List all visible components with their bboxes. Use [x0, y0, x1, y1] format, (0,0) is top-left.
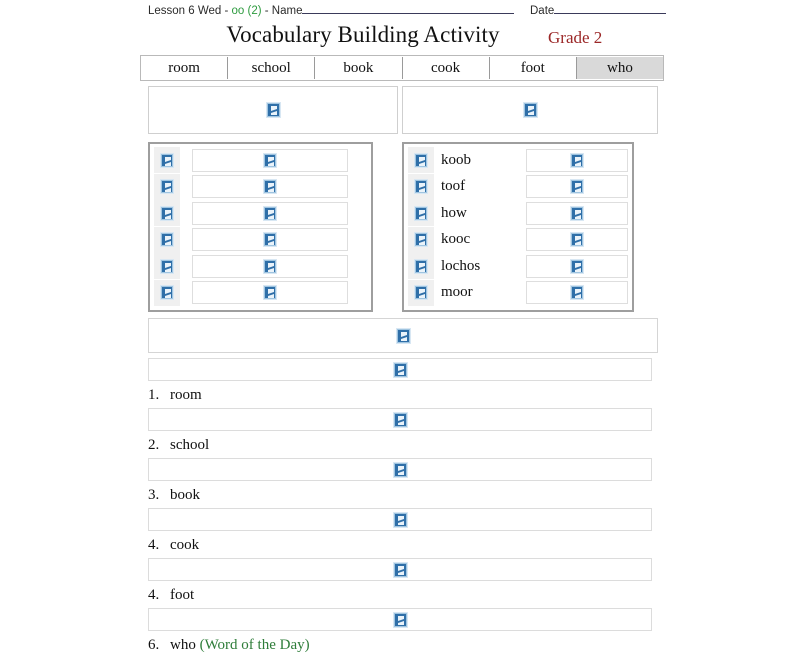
broken-image-icon [397, 329, 410, 343]
broken-image-icon [394, 613, 407, 627]
broken-image-icon [571, 286, 583, 299]
lesson-focus: oo (2) [231, 5, 262, 17]
list-item-1 [148, 384, 652, 407]
broken-image-icon [161, 260, 173, 273]
broken-image-icon [161, 154, 173, 167]
row-icon-button[interactable] [408, 227, 434, 253]
broken-image-icon [571, 260, 583, 273]
list-item-3 [148, 484, 652, 507]
broken-image-icon [161, 233, 173, 246]
broken-image-icon [415, 286, 427, 299]
row-answer-box[interactable] [192, 255, 348, 278]
scrambled-word-how: how [441, 204, 467, 221]
left-panel-row [154, 200, 367, 227]
date-blank-line[interactable] [554, 2, 666, 14]
broken-image-icon [264, 286, 276, 299]
row-icon-button[interactable] [154, 174, 180, 200]
page-title: Vocabulary Building Activity [226, 22, 500, 47]
broken-image-icon [161, 180, 173, 193]
right-panel-row [408, 174, 628, 201]
row-answer-box[interactable] [192, 228, 348, 251]
row-answer-box[interactable] [192, 149, 348, 172]
row-answer-box[interactable] [526, 228, 628, 251]
broken-image-icon [161, 286, 173, 299]
row-icon-button[interactable] [408, 174, 434, 200]
broken-image-icon [161, 207, 173, 220]
date-label: Date [530, 5, 555, 17]
broken-image-icon [524, 103, 537, 117]
row-answer-box[interactable] [526, 255, 628, 278]
broken-image-icon [264, 207, 276, 220]
list-item-5 [148, 584, 652, 607]
broken-image-icon [394, 563, 407, 577]
word-cell-foot[interactable]: foot [490, 57, 577, 79]
right-panel-row [408, 227, 628, 254]
scrambled-word-toof: toof [441, 178, 466, 195]
sentence-list [148, 357, 652, 657]
left-panel-row [154, 227, 367, 254]
row-answer-box[interactable] [192, 175, 348, 198]
date-label-group [530, 2, 666, 17]
sentence-input-5[interactable] [148, 558, 652, 581]
broken-image-icon [415, 154, 427, 167]
list-number: 4. [148, 537, 160, 553]
row-answer-box[interactable] [526, 202, 628, 225]
row-icon-button[interactable] [154, 227, 180, 253]
right-panel-row [408, 253, 628, 280]
word-cell-cook[interactable]: cook [403, 57, 490, 79]
row-icon-button[interactable] [154, 280, 180, 306]
list-word: cook [170, 537, 200, 553]
worksheet-header [148, 2, 660, 18]
broken-image-icon [571, 207, 583, 220]
list-number: 2. [148, 437, 160, 453]
list-number: 3. [148, 487, 160, 503]
list-number: 6. [148, 637, 160, 653]
sentence-input-1[interactable] [148, 358, 652, 381]
row-icon-button[interactable] [408, 147, 434, 173]
scrambled-word-kooc: kooc [441, 231, 471, 248]
broken-image-icon [571, 233, 583, 246]
broken-image-icon [571, 154, 583, 167]
left-image-box[interactable] [148, 86, 398, 134]
sentence-input-4[interactable] [148, 508, 652, 531]
list-number: 4. [148, 587, 160, 603]
row-icon-button[interactable] [408, 253, 434, 279]
row-answer-box[interactable] [526, 281, 628, 304]
broken-image-icon [394, 513, 407, 527]
right-panel-row [408, 147, 628, 174]
left-panel [148, 142, 373, 312]
grade-label: Grade 2 [548, 28, 603, 47]
list-word: who [170, 637, 196, 653]
list-item-6 [148, 634, 652, 657]
row-answer-box[interactable] [192, 281, 348, 304]
broken-image-icon [264, 154, 276, 167]
right-panel-row [408, 200, 628, 227]
row-icon-button[interactable] [408, 200, 434, 226]
right-panel [402, 142, 634, 312]
word-strip [140, 55, 664, 81]
lesson-prefix: Lesson 6 Wed - [148, 5, 232, 17]
sentence-input-6[interactable] [148, 608, 652, 631]
list-word: foot [170, 587, 195, 603]
right-panel-row [408, 280, 628, 307]
row-icon-button[interactable] [154, 253, 180, 279]
broken-image-icon [415, 207, 427, 220]
broken-image-icon [415, 180, 427, 193]
wide-image-box[interactable] [148, 318, 658, 353]
list-item-2 [148, 434, 652, 457]
scrambled-word-moor: moor [441, 284, 473, 301]
broken-image-icon [394, 463, 407, 477]
broken-image-icon [571, 180, 583, 193]
left-panel-row [154, 174, 367, 201]
broken-image-icon [394, 413, 407, 427]
broken-image-icon [394, 363, 407, 377]
row-icon-button[interactable] [408, 280, 434, 306]
left-panel-row [154, 280, 367, 307]
sentence-input-3[interactable] [148, 458, 652, 481]
list-word: school [170, 437, 210, 453]
list-number: 1. [148, 387, 160, 403]
word-cell-room[interactable]: room [141, 57, 228, 79]
word-cell-who[interactable]: who [577, 57, 663, 79]
word-cell-book[interactable]: book [315, 57, 402, 79]
lesson-suffix: - Name [261, 5, 303, 17]
scrambled-word-koob: koob [441, 151, 471, 168]
broken-image-icon [415, 233, 427, 246]
broken-image-icon [264, 260, 276, 273]
left-panel-row [154, 147, 367, 174]
broken-image-icon [267, 103, 280, 117]
row-icon-button[interactable] [154, 147, 180, 173]
row-answer-box[interactable] [192, 202, 348, 225]
list-item-4 [148, 534, 652, 557]
row-answer-box[interactable] [526, 149, 628, 172]
broken-image-icon [264, 180, 276, 193]
row-icon-button[interactable] [154, 200, 180, 226]
name-blank-line[interactable] [302, 2, 514, 14]
scrambled-word-lochos: lochos [441, 257, 481, 274]
list-word: room [170, 387, 202, 403]
word-cell-school[interactable]: school [228, 57, 315, 79]
list-word: book [170, 487, 200, 503]
sentence-input-2[interactable] [148, 408, 652, 431]
lesson-label [148, 2, 514, 17]
right-image-box[interactable] [402, 86, 658, 134]
broken-image-icon [264, 233, 276, 246]
broken-image-icon [415, 260, 427, 273]
list-note: (Word of the Day) [195, 637, 310, 653]
left-panel-row [154, 253, 367, 280]
row-answer-box[interactable] [526, 175, 628, 198]
